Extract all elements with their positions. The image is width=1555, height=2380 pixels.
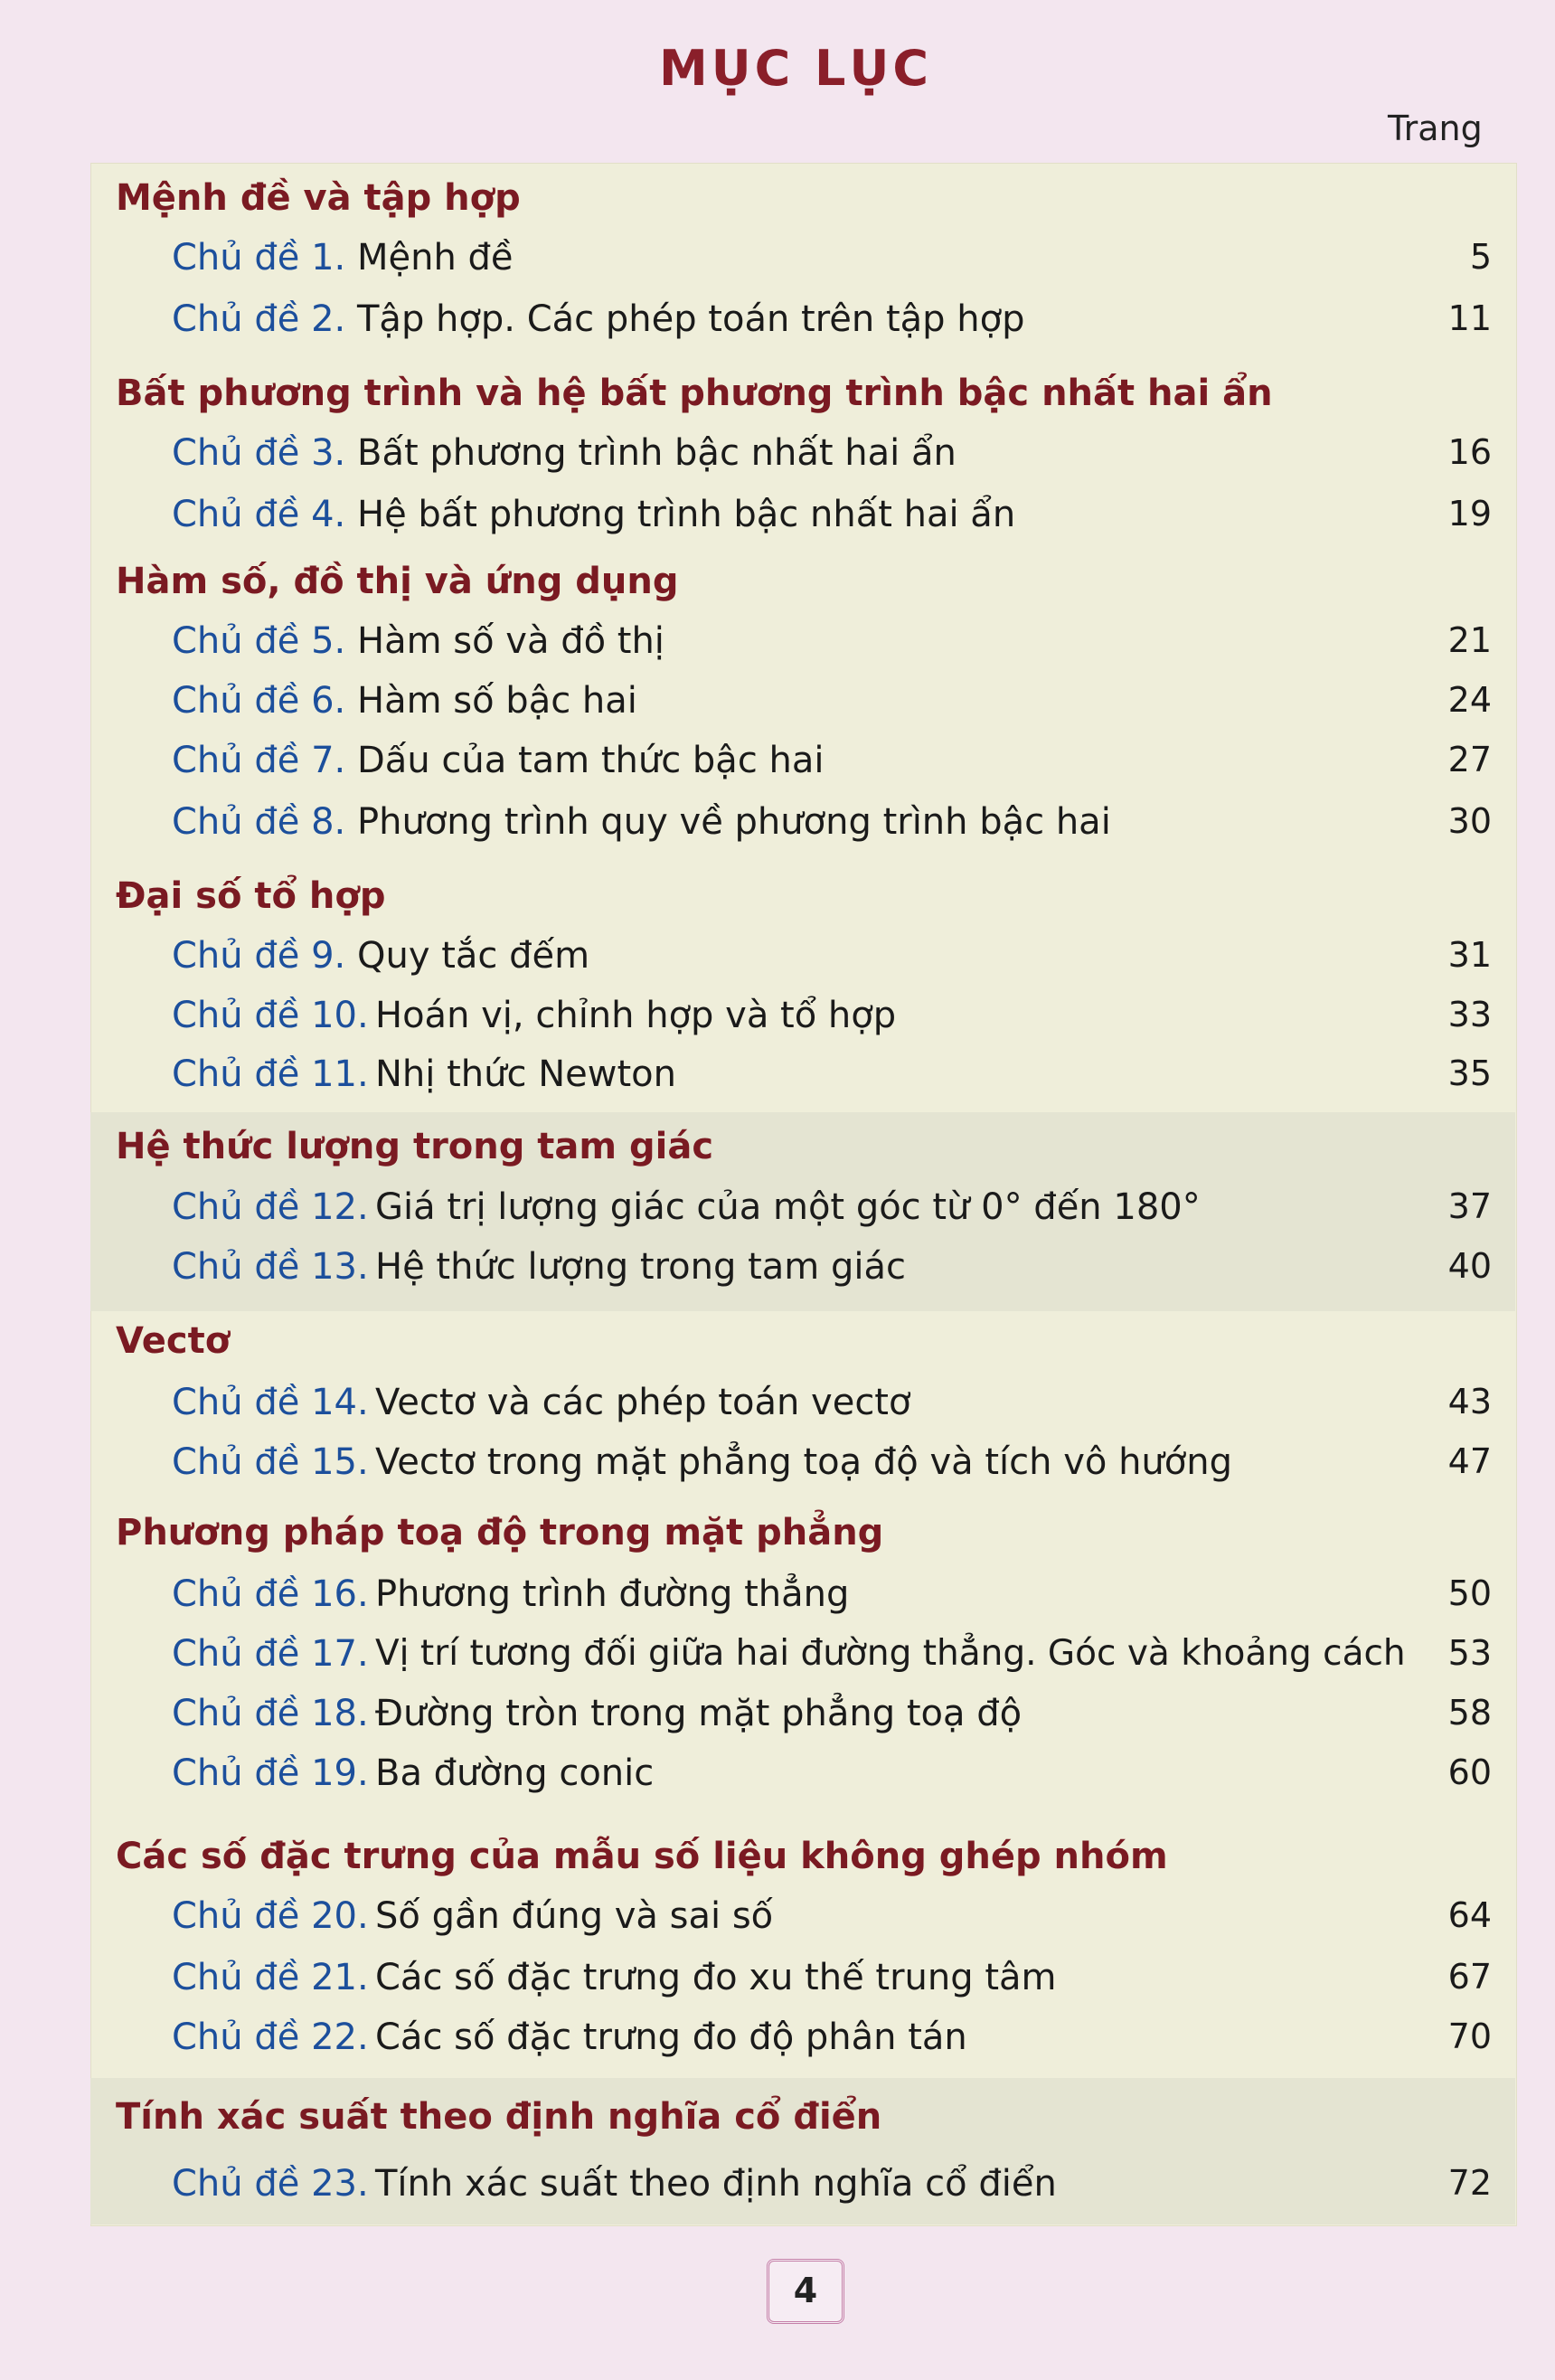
topic-number: Chủ đề 17. <box>172 1633 369 1675</box>
section-header: Bất phương trình và hệ bất phương trình bậc nhất hai ẩn <box>116 373 1273 414</box>
topic-title: Mệnh đề <box>357 237 514 279</box>
topic-title: Dấu của tam thức bậc hai <box>357 740 825 781</box>
topic-title: Các số đặc trưng đo xu thế trung tâm <box>375 1957 1057 1998</box>
toc-entry <box>0 1441 1555 1487</box>
page-ref: 72 <box>1447 2163 1492 2203</box>
topic-title: Vectơ trong mặt phẳng toạ độ và tích vô hướng <box>375 1441 1232 1483</box>
topic-number: Chủ đề 5. <box>172 620 346 662</box>
toc-entry <box>0 2016 1555 2062</box>
topic-title: Hoán vị, chỉnh hợp và tổ hợp <box>375 995 897 1036</box>
section-header: Hàm số, đồ thị và ứng dụng <box>116 561 679 602</box>
toc-entry <box>0 1693 1555 1738</box>
topic-title: Các số đặc trưng đo độ phân tán <box>375 2016 967 2058</box>
page-ref: 33 <box>1447 995 1492 1034</box>
topic-number: Chủ đề 18. <box>172 1693 369 1734</box>
topic-number: Chủ đề 12. <box>172 1186 369 1228</box>
toc-entry <box>0 237 1555 282</box>
topic-title: Vectơ và các phép toán vectơ <box>375 1382 911 1423</box>
page-ref: 16 <box>1447 432 1492 472</box>
toc-entry <box>0 680 1555 725</box>
section-header: Tính xác suất theo định nghĩa cổ điển <box>116 2096 882 2138</box>
topic-number: Chủ đề 10. <box>172 995 369 1036</box>
page-ref: 50 <box>1447 1573 1492 1613</box>
toc-entry <box>0 935 1555 980</box>
page-ref: 37 <box>1447 1186 1492 1226</box>
toc-entry <box>0 1752 1555 1798</box>
page-ref: 70 <box>1447 2016 1492 2056</box>
toc-entry <box>0 1186 1555 1232</box>
page-ref: 40 <box>1447 1246 1492 1286</box>
toc-entry <box>0 432 1555 477</box>
topic-title: Hàm số bậc hai <box>357 680 637 722</box>
topic-number: Chủ đề 8. <box>172 801 346 843</box>
page-ref: 27 <box>1447 740 1492 779</box>
topic-number: Chủ đề 15. <box>172 1441 369 1483</box>
page-ref: 11 <box>1447 298 1492 338</box>
topic-title: Bất phương trình bậc nhất hai ẩn <box>357 432 957 474</box>
toc-entry <box>0 298 1555 344</box>
topic-number: Chủ đề 9. <box>172 935 346 977</box>
section-header: Các số đặc trưng của mẫu số liệu không ghép nhóm <box>116 1836 1168 1877</box>
section-header: Mệnh đề và tập hợp <box>116 177 521 219</box>
toc-entry <box>0 1957 1555 2002</box>
toc-entry <box>0 740 1555 785</box>
page-ref: 58 <box>1447 1693 1492 1733</box>
topic-number: Chủ đề 23. <box>172 2163 369 2205</box>
page-ref: 67 <box>1447 1957 1492 1997</box>
page-ref: 47 <box>1447 1441 1492 1481</box>
topic-title: Số gần đúng và sai số <box>375 1895 774 1937</box>
topic-title: Phương trình đường thẳng <box>375 1573 850 1615</box>
topic-title: Đường tròn trong mặt phẳng toạ độ <box>375 1693 1023 1734</box>
topic-title: Tập hợp. Các phép toán trên tập hợp <box>357 298 1025 340</box>
topic-number: Chủ đề 13. <box>172 1246 369 1288</box>
topic-number: Chủ đề 19. <box>172 1752 369 1794</box>
page-ref: 31 <box>1447 935 1492 975</box>
page-ref: 5 <box>1469 237 1492 277</box>
page-title: MỤC LỤC <box>659 40 932 97</box>
page-ref: 30 <box>1447 801 1492 841</box>
topic-title: Ba đường conic <box>375 1752 655 1794</box>
toc-entry <box>0 1053 1555 1099</box>
toc-entry <box>0 1573 1555 1619</box>
section-header: Phương pháp toạ độ trong mặt phẳng <box>116 1512 884 1554</box>
page-ref: 60 <box>1447 1752 1492 1792</box>
toc-entry <box>0 620 1555 666</box>
toc-entry <box>0 1382 1555 1427</box>
topic-number: Chủ đề 3. <box>172 432 346 474</box>
section-header: Vectơ <box>116 1320 231 1362</box>
topic-number: Chủ đề 7. <box>172 740 346 781</box>
page-ref: 43 <box>1447 1382 1492 1421</box>
toc-entry <box>0 2163 1555 2208</box>
page-ref: 53 <box>1447 1633 1492 1673</box>
topic-number: Chủ đề 21. <box>172 1957 369 1998</box>
topic-title: Hệ thức lượng trong tam giác <box>375 1246 906 1288</box>
section-header: Hệ thức lượng trong tam giác <box>116 1126 714 1167</box>
toc-entry <box>0 995 1555 1040</box>
toc-entry <box>0 801 1555 846</box>
toc-entry <box>0 1895 1555 1941</box>
page-ref: 24 <box>1447 680 1492 720</box>
page-ref: 64 <box>1447 1895 1492 1935</box>
topic-number: Chủ đề 20. <box>172 1895 369 1937</box>
topic-number: Chủ đề 11. <box>172 1053 369 1095</box>
page-ref: 19 <box>1447 494 1492 534</box>
topic-number: Chủ đề 4. <box>172 494 346 535</box>
topic-title: Tính xác suất theo định nghĩa cổ điển <box>375 2163 1057 2205</box>
topic-title: Hệ bất phương trình bậc nhất hai ẩn <box>357 494 1016 535</box>
topic-title: Nhị thức Newton <box>375 1053 676 1095</box>
topic-number: Chủ đề 2. <box>172 298 346 340</box>
page-ref: 21 <box>1447 620 1492 660</box>
topic-title: Vị trí tương đối giữa hai đường thẳng. Góc và khoảng cách <box>375 1633 1406 1674</box>
toc-entry <box>0 1633 1555 1678</box>
page-ref: 35 <box>1447 1053 1492 1093</box>
topic-number: Chủ đề 14. <box>172 1382 369 1423</box>
page-number: 4 <box>767 2259 844 2324</box>
page-column-label: Trang <box>1388 109 1483 148</box>
topic-number: Chủ đề 22. <box>172 2016 369 2058</box>
topic-number: Chủ đề 16. <box>172 1573 369 1615</box>
topic-title: Phương trình quy về phương trình bậc hai <box>357 801 1111 843</box>
topic-number: Chủ đề 1. <box>172 237 346 279</box>
toc-entry <box>0 1246 1555 1291</box>
topic-title: Giá trị lượng giác của một góc từ 0° đến 180° <box>375 1186 1201 1228</box>
topic-title: Hàm số và đồ thị <box>357 620 664 662</box>
toc-entry <box>0 494 1555 539</box>
topic-title: Quy tắc đếm <box>357 935 590 977</box>
topic-number: Chủ đề 6. <box>172 680 346 722</box>
section-header: Đại số tổ hợp <box>116 875 386 917</box>
